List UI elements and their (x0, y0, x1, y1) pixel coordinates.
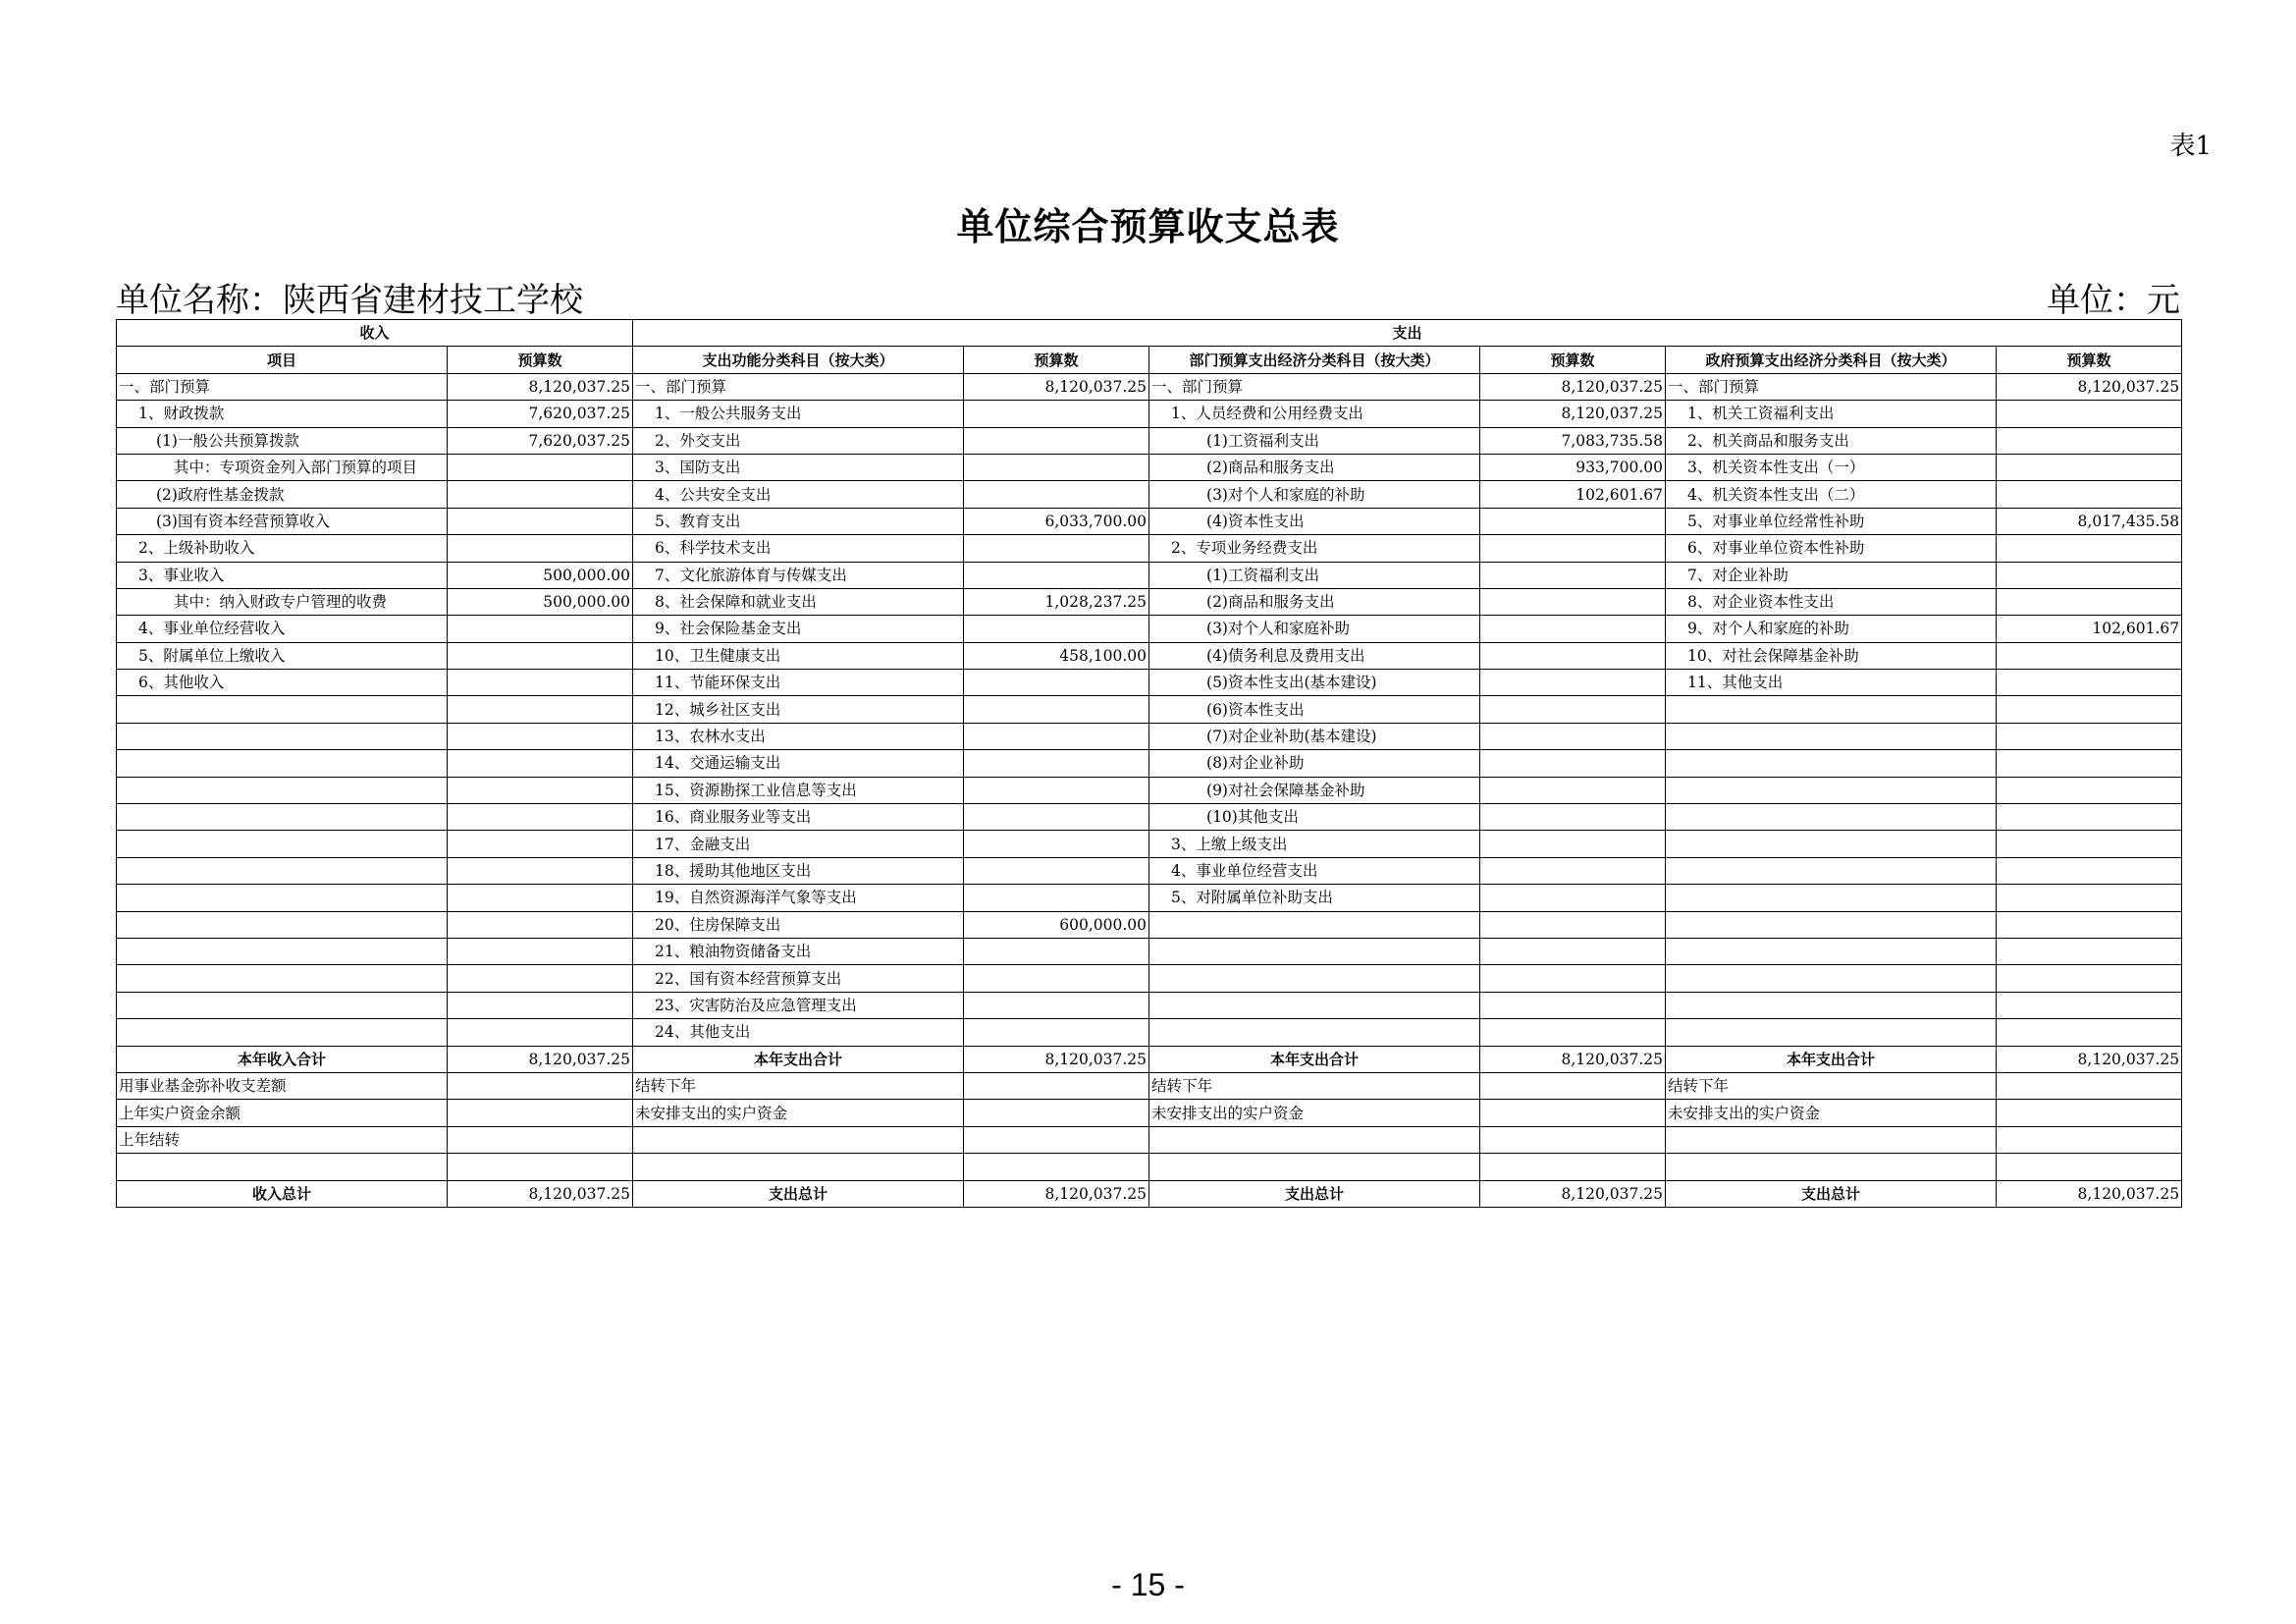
budget-amount-cell (1480, 535, 1666, 562)
budget-amount-cell: 6,033,700.00 (964, 508, 1149, 534)
item-label-cell: 5、对事业单位经常性补助 (1666, 508, 1997, 534)
item-label-cell: 1、机关工资福利支出 (1666, 401, 1997, 427)
budget-amount-cell (1480, 938, 1666, 964)
item-label-cell: 6、对事业单位资本性补助 (1666, 535, 1997, 562)
item-label-cell: 一、部门预算 (117, 373, 448, 400)
item-label-cell: 一、部门预算 (1666, 373, 1997, 400)
budget-amount-cell (964, 965, 1149, 992)
budget-amount-cell (1480, 1126, 1666, 1153)
item-label-cell: 10、对社会保障基金补助 (1666, 642, 1997, 669)
table-body (117, 373, 2182, 1207)
column-header: 预算数 (1997, 347, 2182, 373)
budget-amount-cell: 1,028,237.25 (964, 588, 1149, 615)
budget-amount-cell (964, 401, 1149, 427)
item-label-cell (117, 1019, 448, 1046)
item-label-cell: 12、城乡社区支出 (633, 696, 964, 723)
item-label-cell: (8)对企业补助 (1149, 750, 1480, 777)
budget-amount-cell (1480, 965, 1666, 992)
unit-label: 单位：元 (2047, 281, 2180, 320)
budget-amount-cell (964, 670, 1149, 696)
budget-amount-cell (1480, 831, 1666, 857)
table-number: 表1 (2169, 132, 2212, 161)
budget-amount-cell: 8,120,037.25 (448, 1180, 633, 1207)
page-number: - 15 - (1111, 1567, 1185, 1602)
item-label-cell: (10)其他支出 (1149, 804, 1480, 831)
budget-amount-cell (1480, 616, 1666, 642)
budget-amount-cell: 8,120,037.25 (1997, 1046, 2182, 1072)
item-label-cell: 结转下年 (1149, 1072, 1480, 1099)
budget-amount-cell (1997, 1072, 2182, 1099)
item-label-cell: 11、节能环保支出 (633, 670, 964, 696)
item-label-cell: 4、事业单位经营收入 (117, 616, 448, 642)
item-label-cell (117, 1154, 448, 1180)
budget-amount-cell (1997, 777, 2182, 803)
item-label-cell (117, 804, 448, 831)
budget-amount-cell (1997, 454, 2182, 480)
unit-line (116, 273, 2180, 320)
budget-amount-cell (964, 1072, 1149, 1099)
budget-amount-cell (964, 696, 1149, 723)
budget-amount-cell (964, 616, 1149, 642)
item-label-cell (1666, 911, 1997, 938)
item-label-cell: 16、商业服务业等支出 (633, 804, 964, 831)
budget-amount-cell (964, 938, 1149, 964)
item-label-cell (1149, 911, 1480, 938)
table-row (117, 535, 2182, 562)
budget-amount-cell (448, 911, 633, 938)
item-label-cell: 2、上级补助收入 (117, 535, 448, 562)
budget-amount-cell (448, 992, 633, 1018)
budget-amount-cell: 8,120,037.25 (1480, 401, 1666, 427)
table-row (117, 696, 2182, 723)
item-label-cell: (3)国有资本经营预算收入 (117, 508, 448, 534)
item-label-cell: 24、其他支出 (633, 1019, 964, 1046)
item-label-cell: 收入总计 (117, 1180, 448, 1207)
budget-amount-cell: 458,100.00 (964, 642, 1149, 669)
budget-amount-cell (1480, 696, 1666, 723)
table-row (117, 481, 2182, 508)
item-label-cell: 7、对企业补助 (1666, 562, 1997, 588)
budget-amount-cell (448, 831, 633, 857)
table-row (117, 1019, 2182, 1046)
item-label-cell (117, 857, 448, 884)
table-row (117, 992, 2182, 1018)
budget-amount-cell (448, 508, 633, 534)
table-row (117, 777, 2182, 803)
item-label-cell: 其中：专项资金列入部门预算的项目 (117, 454, 448, 480)
item-label-cell: 一、部门预算 (633, 373, 964, 400)
item-label-cell: (3)对个人和家庭的补助 (1149, 481, 1480, 508)
table-row (117, 1046, 2182, 1072)
item-label-cell (117, 723, 448, 749)
budget-amount-cell (964, 723, 1149, 749)
table-row (117, 938, 2182, 964)
budget-amount-cell (448, 1072, 633, 1099)
item-label-cell: (1)一般公共预算拨款 (117, 427, 448, 454)
budget-amount-cell (448, 965, 633, 992)
budget-amount-cell (1997, 670, 2182, 696)
table-row (117, 642, 2182, 669)
budget-amount-cell (1997, 696, 2182, 723)
budget-amount-cell (448, 1126, 633, 1153)
budget-amount-cell (448, 777, 633, 803)
item-label-cell: 未安排支出的实户资金 (1666, 1100, 1997, 1126)
budget-amount-cell (1480, 750, 1666, 777)
budget-amount-cell (964, 1019, 1149, 1046)
table-row (117, 857, 2182, 884)
table-row (117, 804, 2182, 831)
budget-amount-cell (448, 723, 633, 749)
budget-amount-cell (448, 696, 633, 723)
item-label-cell (1666, 1154, 1997, 1180)
budget-amount-cell: 102,601.67 (1480, 481, 1666, 508)
budget-amount-cell (448, 481, 633, 508)
item-label-cell (1666, 992, 1997, 1018)
item-label-cell (1666, 1126, 1997, 1153)
item-label-cell: 本年支出合计 (1666, 1046, 1997, 1072)
budget-amount-cell: 8,120,037.25 (1480, 1046, 1666, 1072)
item-label-cell (117, 965, 448, 992)
budget-amount-cell (448, 1019, 633, 1046)
table-row (117, 401, 2182, 427)
expense-group-header: 支出 (633, 320, 2182, 347)
item-label-cell: (6)资本性支出 (1149, 696, 1480, 723)
table-row (117, 831, 2182, 857)
item-label-cell: 4、机关资本性支出（二） (1666, 481, 1997, 508)
budget-amount-cell (1480, 1154, 1666, 1180)
table-row (117, 1100, 2182, 1126)
budget-amount-cell (448, 750, 633, 777)
budget-amount-cell (1480, 723, 1666, 749)
column-header: 预算数 (448, 347, 633, 373)
item-label-cell: 2、外交支出 (633, 427, 964, 454)
item-label-cell: 用事业基金弥补收支差额 (117, 1072, 448, 1099)
budget-amount-cell (1480, 885, 1666, 911)
item-label-cell (1666, 750, 1997, 777)
budget-amount-cell: 8,120,037.25 (1480, 373, 1666, 400)
budget-amount-cell: 500,000.00 (448, 588, 633, 615)
item-label-cell: 21、粮油物资储备支出 (633, 938, 964, 964)
item-label-cell: 2、机关商品和服务支出 (1666, 427, 1997, 454)
column-header: 政府预算支出经济分类科目（按大类） (1666, 347, 1997, 373)
budget-amount-cell (448, 454, 633, 480)
budget-amount-cell (964, 1126, 1149, 1153)
item-label-cell: 1、人员经费和公用经费支出 (1149, 401, 1480, 427)
item-label-cell: 支出总计 (1149, 1180, 1480, 1207)
item-label-cell (1666, 723, 1997, 749)
budget-amount-cell: 933,700.00 (1480, 454, 1666, 480)
budget-amount-cell (1997, 804, 2182, 831)
budget-amount-cell (1997, 938, 2182, 964)
item-label-cell: 3、事业收入 (117, 562, 448, 588)
item-label-cell (1666, 777, 1997, 803)
budget-amount-cell (1997, 857, 2182, 884)
budget-amount-cell (448, 885, 633, 911)
item-label-cell: 本年收入合计 (117, 1046, 448, 1072)
table-row (117, 373, 2182, 400)
item-label-cell: 结转下年 (633, 1072, 964, 1099)
budget-amount-cell: 7,620,037.25 (448, 401, 633, 427)
item-label-cell: (3)对个人和家庭补助 (1149, 616, 1480, 642)
budget-amount-cell (1480, 670, 1666, 696)
item-label-cell: 本年支出合计 (1149, 1046, 1480, 1072)
item-label-cell: 上年实户资金余额 (117, 1100, 448, 1126)
item-label-cell: 5、附属单位上缴收入 (117, 642, 448, 669)
item-label-cell: 7、文化旅游体育与传媒支出 (633, 562, 964, 588)
budget-amount-cell (448, 535, 633, 562)
budget-amount-cell: 500,000.00 (448, 562, 633, 588)
item-label-cell (1666, 965, 1997, 992)
budget-amount-cell (964, 427, 1149, 454)
item-label-cell: 未安排支出的实户资金 (633, 1100, 964, 1126)
item-label-cell (117, 885, 448, 911)
item-label-cell: 3、上缴上级支出 (1149, 831, 1480, 857)
item-label-cell: 3、国防支出 (633, 454, 964, 480)
budget-amount-cell (964, 885, 1149, 911)
column-header: 预算数 (1480, 347, 1666, 373)
table-row (117, 670, 2182, 696)
budget-amount-cell (1997, 750, 2182, 777)
budget-amount-cell (1480, 562, 1666, 588)
budget-amount-cell (964, 804, 1149, 831)
budget-amount-cell (1997, 481, 2182, 508)
table-row (117, 1154, 2182, 1180)
item-label-cell (633, 1126, 964, 1153)
table-row (117, 911, 2182, 938)
budget-amount-cell (448, 642, 633, 669)
column-header: 预算数 (964, 347, 1149, 373)
budget-amount-cell (1480, 642, 1666, 669)
item-label-cell: 9、对个人和家庭的补助 (1666, 616, 1997, 642)
item-label-cell: 1、一般公共服务支出 (633, 401, 964, 427)
item-label-cell: 结转下年 (1666, 1072, 1997, 1099)
budget-amount-cell (1997, 1126, 2182, 1153)
item-label-cell: (7)对企业补助(基本建设) (1149, 723, 1480, 749)
item-label-cell: 19、自然资源海洋气象等支出 (633, 885, 964, 911)
item-label-cell (117, 911, 448, 938)
item-label-cell (1149, 965, 1480, 992)
budget-amount-cell (1997, 535, 2182, 562)
item-label-cell (1666, 804, 1997, 831)
budget-amount-cell (964, 454, 1149, 480)
item-label-cell: (5)资本性支出(基本建设) (1149, 670, 1480, 696)
budget-amount-cell (448, 616, 633, 642)
budget-amount-cell (1997, 965, 2182, 992)
item-label-cell: 4、公共安全支出 (633, 481, 964, 508)
page-title: 单位综合预算收支总表 (956, 205, 1340, 248)
item-label-cell: 支出总计 (1666, 1180, 1997, 1207)
income-group-header: 收入 (117, 320, 633, 347)
budget-amount-cell (964, 831, 1149, 857)
item-label-cell: 18、援助其他地区支出 (633, 857, 964, 884)
item-label-cell: 其中：纳入财政专户管理的收费 (117, 588, 448, 615)
item-label-cell (1666, 696, 1997, 723)
budget-amount-cell: 8,120,037.25 (1997, 373, 2182, 400)
budget-amount-cell (1480, 992, 1666, 1018)
item-label-cell (1666, 831, 1997, 857)
budget-amount-cell: 8,120,037.25 (964, 1180, 1149, 1207)
item-label-cell (117, 777, 448, 803)
item-label-cell: (9)对社会保障基金补助 (1149, 777, 1480, 803)
item-label-cell: 4、事业单位经营支出 (1149, 857, 1480, 884)
budget-amount-cell: 8,120,037.25 (1480, 1180, 1666, 1207)
budget-amount-cell (448, 670, 633, 696)
budget-amount-cell (448, 938, 633, 964)
item-label-cell: 上年结转 (117, 1126, 448, 1153)
budget-amount-cell: 7,083,735.58 (1480, 427, 1666, 454)
budget-amount-cell (1480, 1100, 1666, 1126)
budget-amount-cell (1997, 401, 2182, 427)
item-label-cell (117, 992, 448, 1018)
item-label-cell (117, 938, 448, 964)
item-label-cell: (4)债务利息及费用支出 (1149, 642, 1480, 669)
item-label-cell: 一、部门预算 (1149, 373, 1480, 400)
budget-amount-cell (1480, 1072, 1666, 1099)
item-label-cell: 未安排支出的实户资金 (1149, 1100, 1480, 1126)
item-label-cell: 6、科学技术支出 (633, 535, 964, 562)
budget-amount-cell (964, 1100, 1149, 1126)
item-label-cell: 23、灾害防治及应急管理支出 (633, 992, 964, 1018)
column-header: 支出功能分类科目（按大类） (633, 347, 964, 373)
item-label-cell: 8、对企业资本性支出 (1666, 588, 1997, 615)
budget-amount-cell: 8,120,037.25 (448, 373, 633, 400)
item-label-cell: 1、财政拨款 (117, 401, 448, 427)
budget-amount-cell (1997, 885, 2182, 911)
item-label-cell: (2)商品和服务支出 (1149, 588, 1480, 615)
budget-amount-cell (1997, 911, 2182, 938)
budget-amount-cell: 8,017,435.58 (1997, 508, 2182, 534)
item-label-cell: 17、金融支出 (633, 831, 964, 857)
item-label-cell: 9、社会保险基金支出 (633, 616, 964, 642)
item-label-cell: 支出总计 (633, 1180, 964, 1207)
item-label-cell (1149, 1019, 1480, 1046)
budget-amount-cell (1480, 508, 1666, 534)
budget-amount-cell (448, 1100, 633, 1126)
item-label-cell: 2、专项业务经费支出 (1149, 535, 1480, 562)
budget-amount-cell (1997, 723, 2182, 749)
item-label-cell: 14、交通运输支出 (633, 750, 964, 777)
budget-amount-cell (1997, 1154, 2182, 1180)
item-label-cell: 6、其他收入 (117, 670, 448, 696)
table-row (117, 616, 2182, 642)
table-row (117, 723, 2182, 749)
item-label-cell: 20、住房保障支出 (633, 911, 964, 938)
budget-amount-cell (1997, 642, 2182, 669)
budget-amount-cell (964, 1154, 1149, 1180)
item-label-cell: 3、机关资本性支出（一） (1666, 454, 1997, 480)
unit-name: 单位名称：陕西省建材技工学校 (116, 281, 583, 320)
budget-amount-cell (964, 562, 1149, 588)
budget-amount-cell (964, 992, 1149, 1018)
budget-amount-cell: 102,601.67 (1997, 616, 2182, 642)
budget-amount-cell (1480, 911, 1666, 938)
item-label-cell (117, 696, 448, 723)
column-header-row (117, 347, 2182, 373)
table-row (117, 508, 2182, 534)
budget-amount-cell: 8,120,037.25 (964, 373, 1149, 400)
column-header: 项目 (117, 347, 448, 373)
budget-amount-cell (964, 857, 1149, 884)
budget-amount-cell: 8,120,037.25 (448, 1046, 633, 1072)
item-label-cell (633, 1154, 964, 1180)
budget-amount-cell: 8,120,037.25 (964, 1046, 1149, 1072)
table-row (117, 454, 2182, 480)
budget-amount-cell (1997, 992, 2182, 1018)
table-row (117, 588, 2182, 615)
budget-amount-cell (1480, 857, 1666, 884)
budget-amount-cell (1997, 562, 2182, 588)
budget-amount-cell (964, 535, 1149, 562)
item-label-cell: 13、农林水支出 (633, 723, 964, 749)
budget-amount-cell (1997, 588, 2182, 615)
item-label-cell: (1)工资福利支出 (1149, 562, 1480, 588)
budget-amount-cell (1997, 1019, 2182, 1046)
budget-amount-cell: 7,620,037.25 (448, 427, 633, 454)
item-label-cell: 本年支出合计 (633, 1046, 964, 1072)
table-row (117, 427, 2182, 454)
item-label-cell (1666, 857, 1997, 884)
budget-amount-cell: 8,120,037.25 (1997, 1180, 2182, 1207)
table-row (117, 965, 2182, 992)
table-row (117, 750, 2182, 777)
budget-amount-cell (1480, 588, 1666, 615)
item-label-cell: 5、教育支出 (633, 508, 964, 534)
item-label-cell (1149, 992, 1480, 1018)
budget-amount-cell (1480, 1019, 1666, 1046)
item-label-cell (1149, 938, 1480, 964)
item-label-cell (117, 750, 448, 777)
budget-amount-cell (964, 777, 1149, 803)
budget-table (116, 319, 2182, 1208)
budget-amount-cell (1480, 804, 1666, 831)
group-header-row (117, 320, 2182, 347)
item-label-cell (117, 831, 448, 857)
item-label-cell (1666, 1019, 1997, 1046)
table-row (117, 1072, 2182, 1099)
table-row (117, 1126, 2182, 1153)
budget-amount-cell: 600,000.00 (964, 911, 1149, 938)
column-header: 部门预算支出经济分类科目（按大类） (1149, 347, 1480, 373)
item-label-cell: 5、对附属单位补助支出 (1149, 885, 1480, 911)
item-label-cell: 10、卫生健康支出 (633, 642, 964, 669)
table-row (117, 562, 2182, 588)
item-label-cell (1149, 1154, 1480, 1180)
table-row (117, 885, 2182, 911)
item-label-cell (1666, 885, 1997, 911)
table-row (117, 1180, 2182, 1207)
budget-amount-cell (1997, 427, 2182, 454)
item-label-cell: 15、资源勘探工业信息等支出 (633, 777, 964, 803)
budget-amount-cell (448, 804, 633, 831)
budget-amount-cell (964, 750, 1149, 777)
item-label-cell: (1)工资福利支出 (1149, 427, 1480, 454)
budget-amount-cell (964, 481, 1149, 508)
budget-amount-cell (1997, 1100, 2182, 1126)
budget-amount-cell (1480, 777, 1666, 803)
item-label-cell: (4)资本性支出 (1149, 508, 1480, 534)
item-label-cell: (2)政府性基金拨款 (117, 481, 448, 508)
item-label-cell (1149, 1126, 1480, 1153)
item-label-cell: 11、其他支出 (1666, 670, 1997, 696)
item-label-cell: 8、社会保障和就业支出 (633, 588, 964, 615)
item-label-cell: (2)商品和服务支出 (1149, 454, 1480, 480)
budget-amount-cell (1997, 831, 2182, 857)
budget-amount-cell (448, 857, 633, 884)
budget-amount-cell (448, 1154, 633, 1180)
item-label-cell (1666, 938, 1997, 964)
item-label-cell: 22、国有资本经营预算支出 (633, 965, 964, 992)
